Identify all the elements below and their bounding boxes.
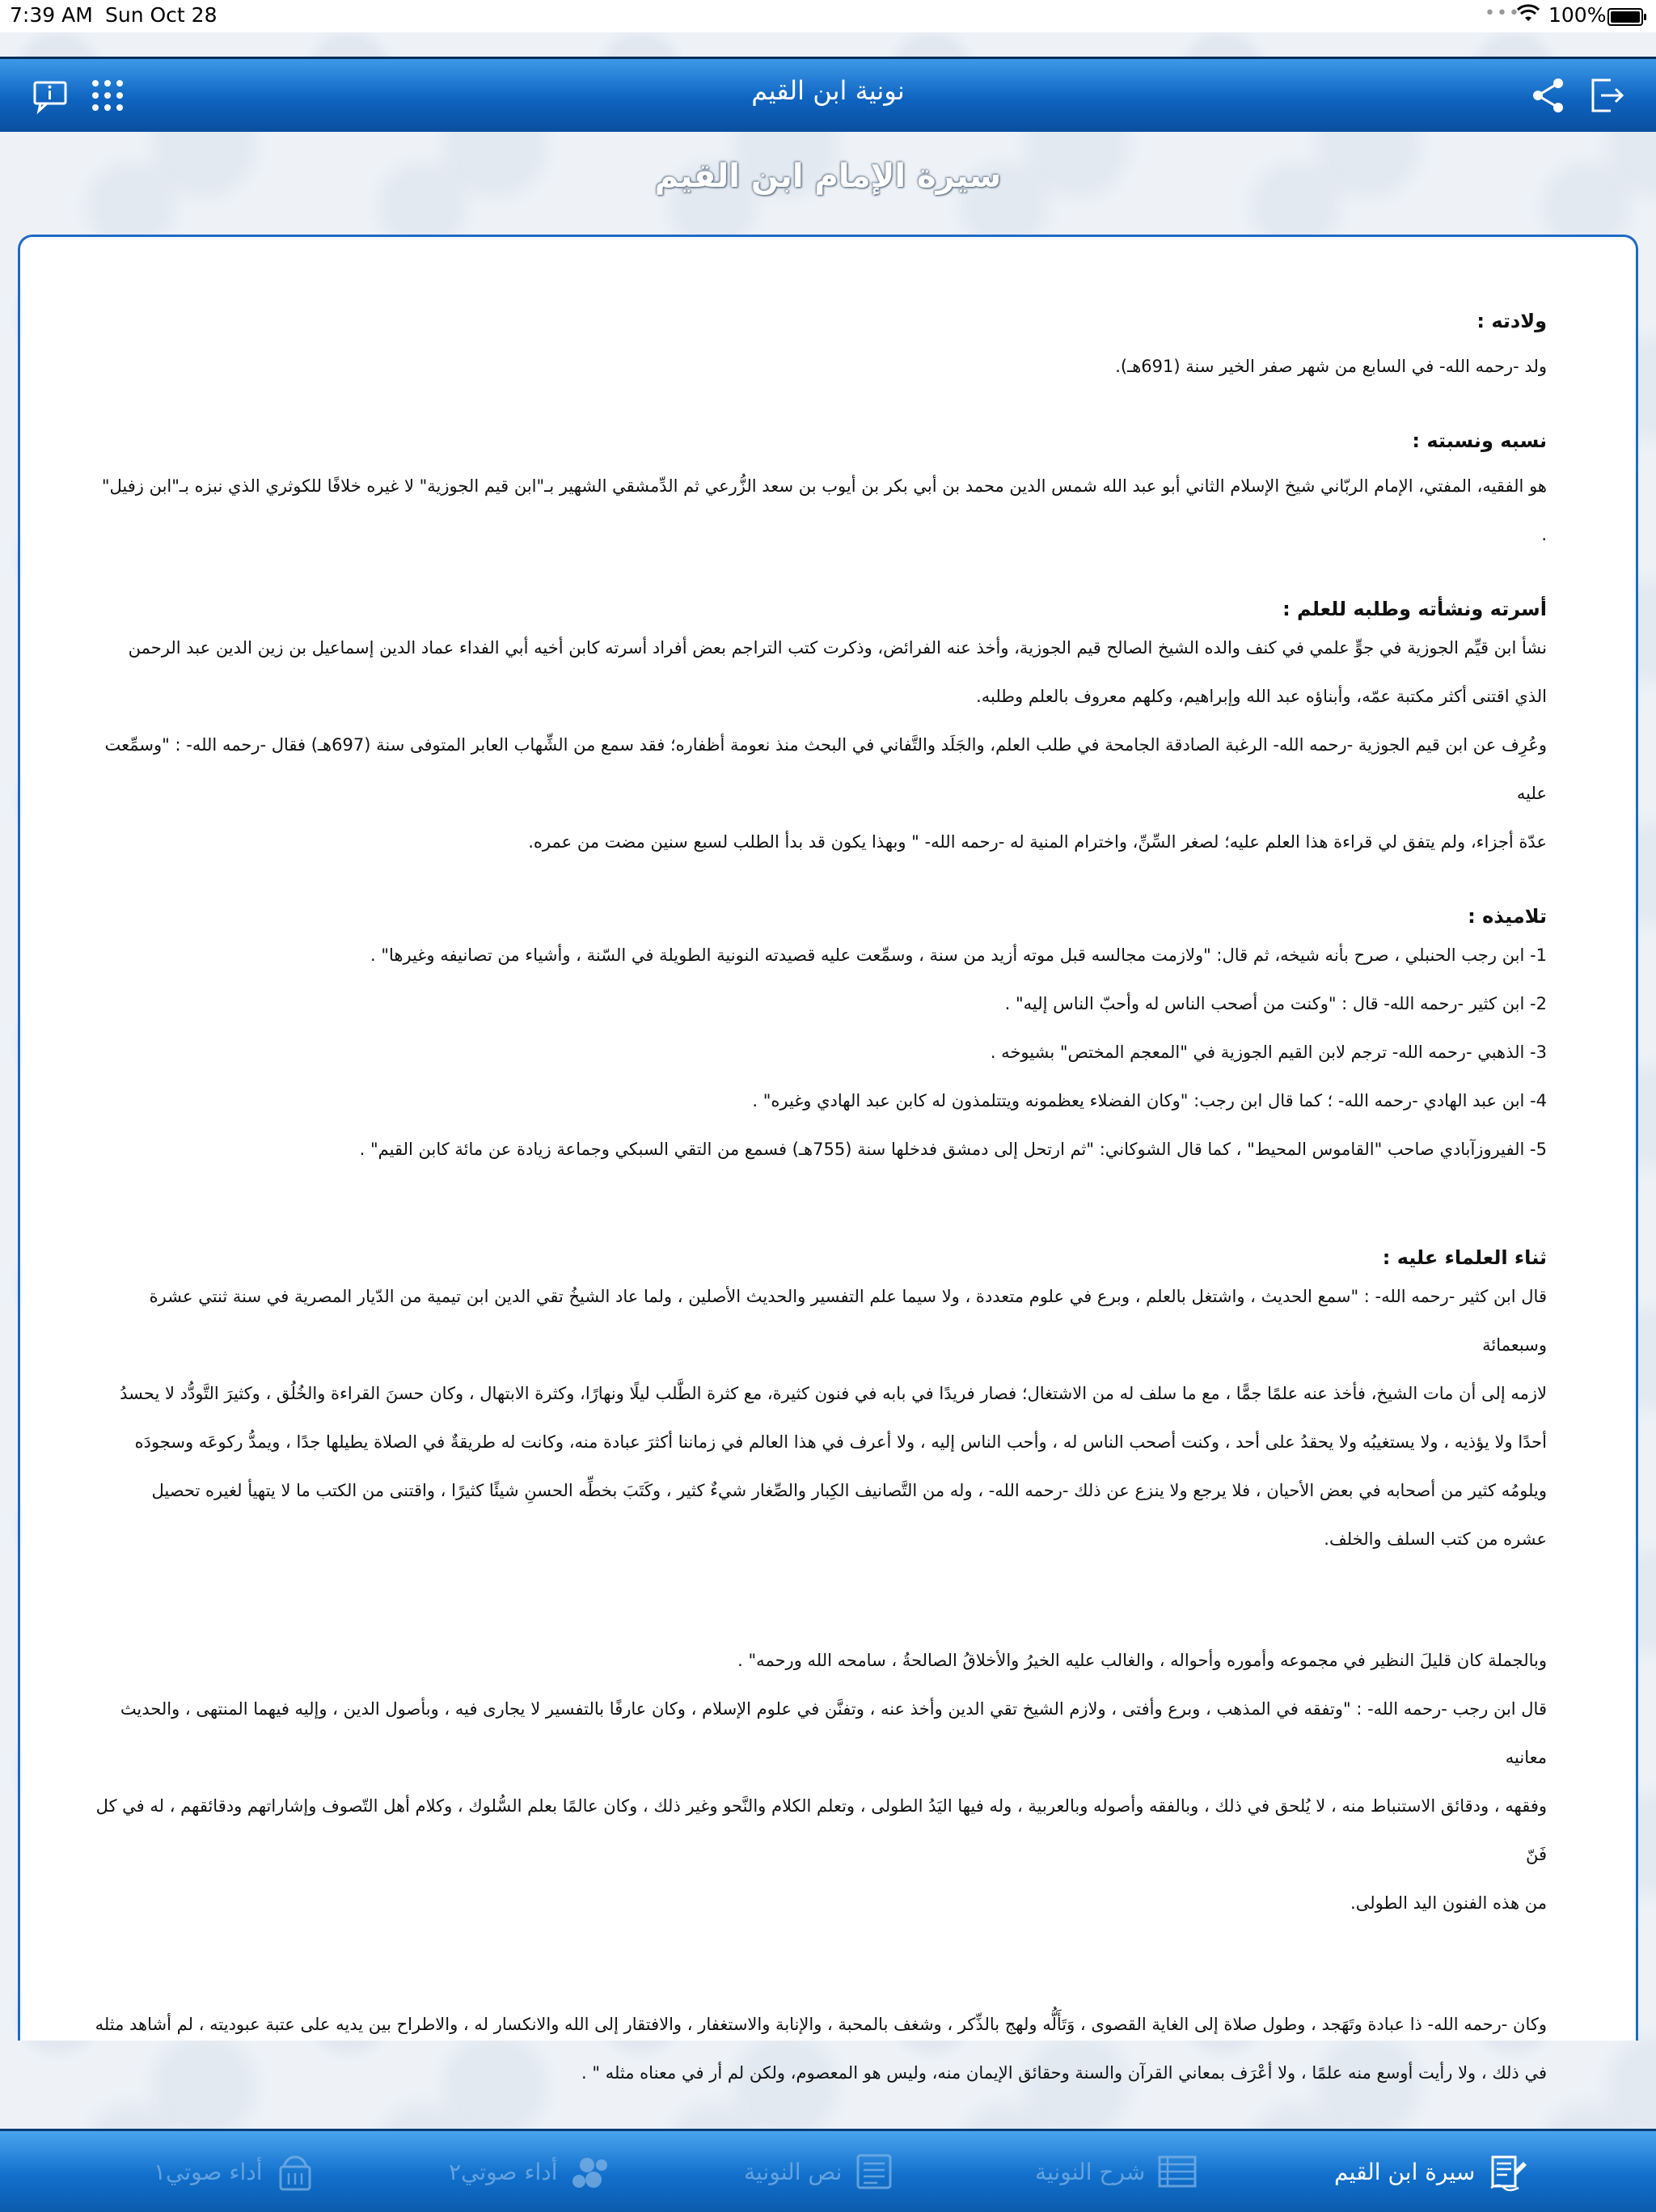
paragraph: لازمه إلى أن مات الشيخ، فأخذ عنه علمًا جمًّا ، مع ما سلف له من الاشتغال؛ فصار فريدًا في بابه في فنون كثيرة، مع كثرة الطَّلب ليلًا ونهارًا، وكثرة الابتهال ، وكان حسنَ القراءة والخُلُق ، وكثيرَ التَّودُّد لا يحسدُ xyxy=(120,1384,1547,1403)
exit-icon[interactable] xyxy=(1586,75,1627,116)
article-card[interactable] xyxy=(18,235,1638,2083)
battery-percent: 100% xyxy=(1548,3,1607,27)
tab-label: أداء صوتي٢ xyxy=(449,2158,558,2185)
tab-label: شرح النونية xyxy=(1035,2158,1146,2185)
list-item: 5- الفيروزآبادي صاحب "القاموس المحيط" ، كما قال الشوكاني: "ثم ارتحل إلى دمشق فدخلها سنة (755هـ) فسمع من التقي السبكي وجماعة زيادة عن مائة كابن القيم" . xyxy=(359,1140,1547,1159)
paragraph: ويلومُه كثير من أصحابه في بعض الأحيان ، فلا يرجع ولا ينزع عن ذلك -رحمه الله- ، وله من التَّصانيف الكِبار والصِّغار شيءٌ كثير ، وكَتَبَ بخطِّه الحسنِ شيئًا كثيرًا ، واقتنى من الكتب ما لا يتهيأ لغيره تحصيل xyxy=(151,1481,1547,1500)
biography-icon xyxy=(1486,2151,1528,2193)
paragraph: من هذه الفنون اليد الطولى. xyxy=(1350,1893,1547,1913)
top-nav-bar xyxy=(0,57,1656,132)
section-title-students: تلاميذه : xyxy=(1468,905,1547,928)
paragraph: عدّة أجزاء، ولم يتفق لي قراءة هذا العلم عليه؛ لصغر السِّنِّ، واخترام المنية له -رحمه الله- " وبهذا يكون قد بدأ الطلب لسبع سنين مضت من عمره. xyxy=(528,832,1547,852)
share-icon[interactable] xyxy=(1528,75,1569,116)
tab-audio-2[interactable] xyxy=(449,2146,611,2197)
section-title-birth: ولادته : xyxy=(1476,310,1547,332)
status-date: Sun Oct 28 xyxy=(105,3,218,27)
status-bar xyxy=(0,0,1656,32)
tab-poem-text[interactable] xyxy=(744,2146,895,2197)
paragraph: في ذلك ، ولا رأيت أوسع منه علمًا ، ولا أعْرَف بمعاني القرآن والسنة وحقائق الإيمان منه، وليس هو المعصوم، ولكن لم أر في معناه مثله " . xyxy=(581,2063,1547,2083)
wifi-icon xyxy=(1516,3,1540,27)
tab-explanation[interactable] xyxy=(1035,2146,1198,2197)
tab-label: أداء صوتي١ xyxy=(154,2158,263,2185)
paragraph: هو الفقيه، المفتي، الإمام الربّاني شيخ الإسلام الثاني أبو عبد الله شمس الدين محمد بن أبي بكر بن أيوب بن سعد الزُّرعي ثم الدِّمشقي الشهير بـ"ابن قيم الجوزية" لا غيره خلافًا للكوثري الذي نبزه بـ"ابن زفيل" xyxy=(101,476,1547,496)
text-icon xyxy=(853,2151,895,2193)
list-item: 4- ابن عبد الهادي -رحمه الله- ؛ كما قال ابن رجب: "وكان الفضلاء يعظمونه ويتتلمذون له كابن عبد الهادي وغيره" . xyxy=(752,1091,1547,1110)
page-title: سيرة الإمام ابن القيم xyxy=(654,158,1002,195)
list-item: 2- ابن كثير -رحمه الله- قال : "وكنت من أصحب الناس له وأحبّ الناس إليه" . xyxy=(1004,994,1547,1013)
paragraph: قال ابن رجب -رحمه الله- : "وتفقه في المذهب ، وبرع وأفتى ، ولازم الشيخ تقي الدين وأخذ عنه ، وتفنَّن في علوم الإسلام ، وكان عارفًا بالتفسير لا يجارى فيه ، وبأصول الدين ، وإليه فيهما المنتهى ، والحديث معانيه xyxy=(120,1699,1547,1767)
nav-title: نونية ابن القيم xyxy=(751,75,905,106)
section-title-lineage: نسبه ونسبته : xyxy=(1412,429,1547,452)
tab-label: سيرة ابن القيم xyxy=(1334,2158,1476,2185)
section-title-praise: ثناء العلماء عليه : xyxy=(1382,1246,1547,1269)
paragraph: عشره من كتب السلف والخلف. xyxy=(1324,1529,1547,1549)
bottom-tab-bar xyxy=(0,2129,1656,2212)
list-item: 1- ابن رجب الحنبلي ، صرح بأنه شيخه، ثم قال: "ولازمت مجالسه قبل موته أزيد من سنة ، وسمِّعت عليه قصيدته النونية الطويلة في السّنة ، وأشياء من تصانيفه وغيرها" . xyxy=(370,945,1547,965)
article-body xyxy=(93,285,1547,2097)
paragraph: الذي اقتنى أكثر مكتبة عمّه، وأبناؤه عبد الله وإبراهيم، وكلهم معروف بالعلم وطلبه. xyxy=(976,687,1547,706)
paragraph: وبالجملة كان قليلَ النظير في مجموعه وأموره وأحواله ، والغالب عليه الخيرُ والأخلاقُ الصالحةُ ، سامحه الله ورحمه" . xyxy=(737,1651,1547,1670)
tab-biography[interactable] xyxy=(1334,2146,1528,2197)
audio-icon xyxy=(569,2151,611,2193)
paragraph: وكان -رحمه الله- ذا عبادة وتَهَجد ، وطول صلاة إلى الغاية القصوى ، وَتَأَلُّه ولهج بالذِّكر ، وشغف بالمحبة ، والإنابة والاستغفار ، والافتقار إلى الله والانكسار له ، والاطراح بين يديه على عتبة عبوديته ، لم أشاهد مثله xyxy=(95,2015,1547,2034)
list-item: 3- الذهبي -رحمه الله- ترجم لابن القيم الجوزية في "المعجم المختص" بشيوخه . xyxy=(990,1043,1547,1062)
paragraph: أحدًا ولا يؤذيه ، ولا يستغيبُه ولا يحقدُ على أحد ، وكنت أصحب الناس له ، وأحب الناس إليه ، ولا أعرف في هذا العالم في زماننا أكثرَ عبادة منه، وكانت له طريقةٌ في الصلاة يطيلها جدًا ، ويمدُّ ركوعَه وسجودَه xyxy=(134,1432,1547,1452)
status-time: 7:39 AM xyxy=(10,3,93,27)
paragraph: وعُرِف عن ابن قيم الجوزية -رحمه الله- الرغبة الصادقة الجامحة في طلب العلم، والجَلَد والتَّفاني في البحث منذ نعومة أظفاره؛ فقد سمع من الشِّهاب العابر المتوفى سنة (697هـ) فقال -رحمه الله- : "وسمِّعت عليه xyxy=(104,735,1547,803)
tab-label: نص النونية xyxy=(744,2158,843,2185)
paragraph: ولد -رحمه الله- في السابع من شهر صفر الخير سنة (691هـ). xyxy=(1115,357,1547,376)
paragraph: قال ابن كثير -رحمه الله- : "سمع الحديث ، واشتغل بالعلم ، وبرع في علوم متعددة ، ولا سيما علم التفسير والحديث الأصلين ، ولما عاد الشيخُ تقي الدين ابن تيمية من الدّيار المصرية في سنة ثنتي عشرة وسبعمائة xyxy=(149,1287,1547,1355)
battery-icon xyxy=(1607,8,1643,26)
section-title-upbringing: أسرته ونشأته وطلبه للعلم : xyxy=(1282,598,1547,620)
audio-icon xyxy=(274,2151,316,2193)
paragraph: وفقهه ، ودقائق الاستنباط منه ، لا يُلحق في ذلك ، وبالفقه وأصوله وبالعربية ، وله فيها اليَدُ الطولى ، وتعلم الكلام والنَّحو وغير ذلك ، وكان عالمًا بعلم السُّلوك ، وكلام أهل التّصوف وإشاراتهم ودقائقهم ، له في كل فَنّ xyxy=(95,1796,1547,1864)
paragraph: نشأ ابن قيِّم الجوزية في جوٍّ علمي في كنف والده الشيخ الصالح قيم الجوزية، وأخذ عنه الفرائض، وذكرت كتب التراجم بعض أفراد أسرته كابن أخيه أبي الفداء عماد الدين إسماعيل بن زين الدين عبد الرحمن xyxy=(128,638,1547,658)
multitasking-dots-icon: ••• xyxy=(1485,3,1521,23)
paragraph: . xyxy=(1541,525,1547,544)
list-icon xyxy=(1156,2151,1198,2193)
tab-audio-1[interactable] xyxy=(154,2146,316,2197)
